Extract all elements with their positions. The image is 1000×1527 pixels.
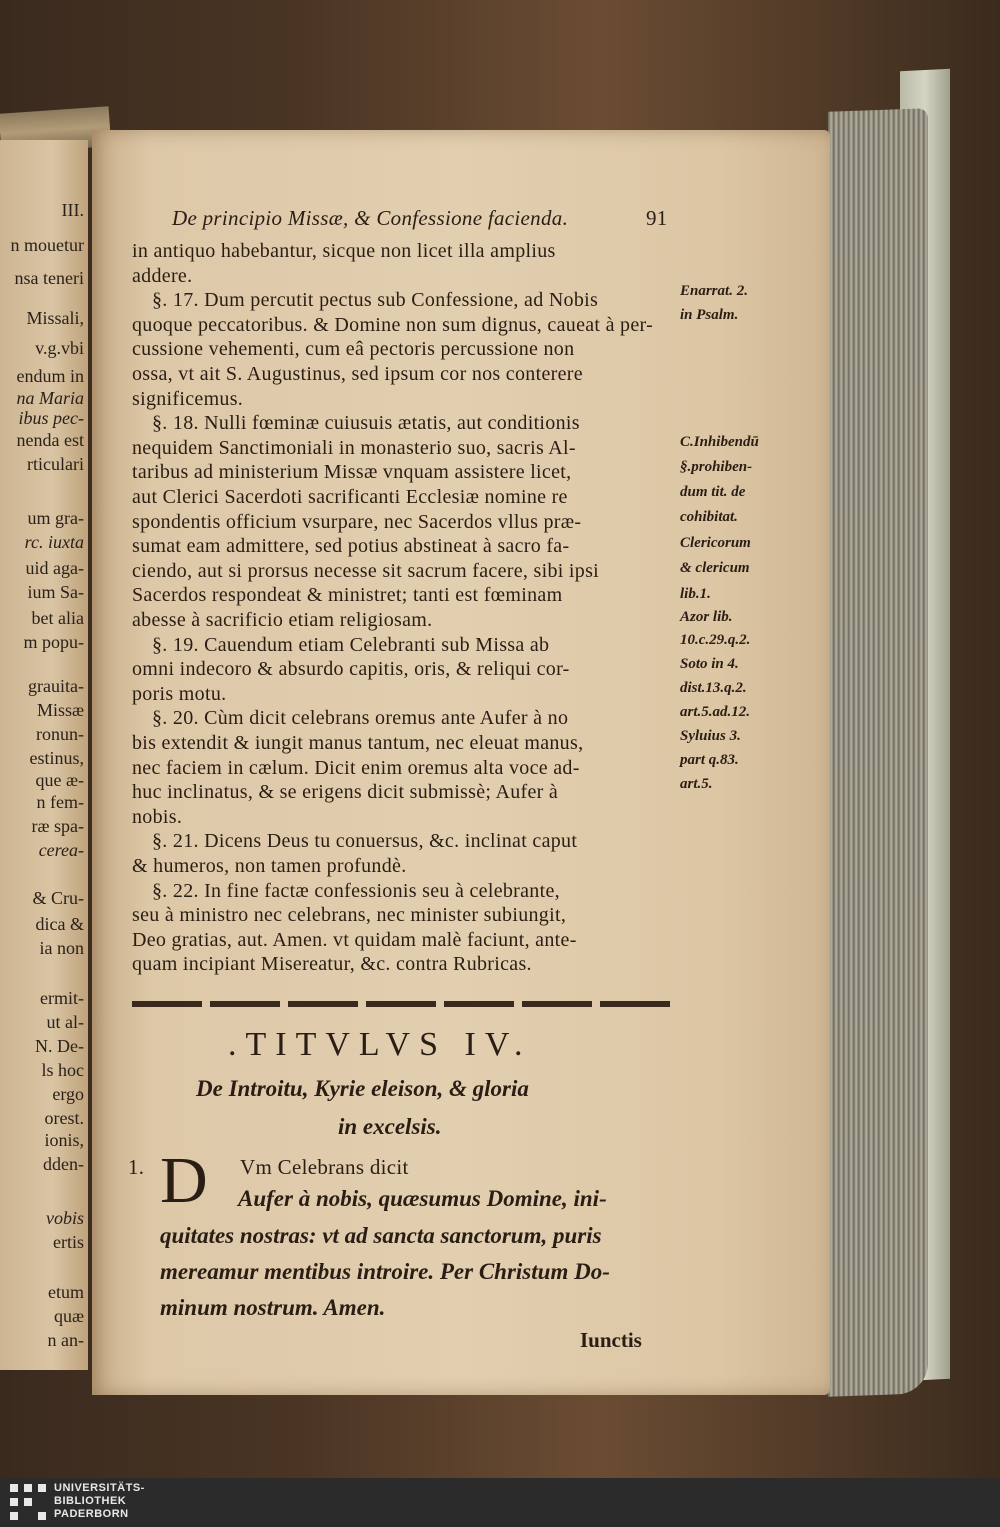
left-page-fragment: Missali, xyxy=(26,308,84,328)
margin-note: dum tit. de xyxy=(680,484,746,500)
left-page-fragment: na Maria xyxy=(16,388,84,408)
left-page-fragment: endum in xyxy=(16,366,84,386)
body-line: poris motu. xyxy=(132,682,227,705)
body-line: §. 22. In fine factæ confessionis seu à celebrante, xyxy=(152,879,560,902)
margin-note: cohibitat. xyxy=(680,509,738,525)
body-line: abesse à sacrificio etiam religiosam. xyxy=(132,609,433,631)
prayer-line: quitates nostras: vt ad sancta sanctorum, puris xyxy=(160,1223,602,1248)
margin-note: art.5.ad.12. xyxy=(680,704,751,720)
body-line: §. 19. Cauendum etiam Celebranti sub Missa ab xyxy=(152,633,550,656)
body-line: quam incipiant Misereatur, &c. contra Rubricas. xyxy=(132,953,532,976)
left-page-fragment: ergo xyxy=(52,1084,84,1104)
body-line: seu à ministro nec celebrans, nec minister subiungit, xyxy=(132,904,567,927)
library-name-line2: BIBLIOTHEK xyxy=(54,1495,127,1507)
paragraph-number: 1. xyxy=(128,1155,145,1179)
body-line: sumat eam admittere, sed potius abstineat à sacro fa- xyxy=(132,535,570,558)
body-line: nec faciem in cælum. Dicit enim oremus alta voce ad- xyxy=(132,756,580,779)
body-line: addere. xyxy=(132,264,193,287)
margin-note: in Psalm. xyxy=(680,307,739,323)
left-page-fragment: ionis, xyxy=(44,1130,84,1150)
section-subtitle-line2: in excelsis. xyxy=(338,1114,442,1139)
paragraph-first-line: Vm Celebrans dicit xyxy=(240,1155,409,1179)
margin-note: & clericum xyxy=(680,560,750,576)
left-page-fragment: n mouetur xyxy=(10,235,84,255)
margin-note: Syluius 3. xyxy=(680,728,741,744)
left-page-fragment: uid aga- xyxy=(25,558,84,578)
body-line: spondentis officium vsurpare, nec Sacerdos vllus præ- xyxy=(132,510,582,533)
body-line: in antiquo habebantur, sicque non licet illa amplius xyxy=(132,240,556,262)
left-page-fragment: ium Sa- xyxy=(27,582,84,602)
left-page-fragment: rc. iuxta xyxy=(24,532,84,552)
left-page-fragment: orest. xyxy=(44,1108,84,1128)
body-line: significemus. xyxy=(132,387,244,410)
prayer-line: mereamur mentibus introire. Per Christum Do- xyxy=(160,1259,610,1284)
left-page-fragment: grauita- xyxy=(28,676,84,696)
body-line: taribus ad ministerium Missæ vnquam assistere licet, xyxy=(132,461,572,484)
margin-note: art.5. xyxy=(680,776,713,792)
body-line: ciendo, aut si prorsus necesse sit sacrum facere, sibi ipsi xyxy=(132,559,600,582)
library-name xyxy=(54,1482,145,1521)
margin-note: dist.13.q.2. xyxy=(680,680,747,696)
body-line: §. 18. Nulli fœminæ cuiusuis ætatis, aut conditionis xyxy=(152,412,580,435)
left-page-fragment: n an- xyxy=(47,1330,84,1350)
left-page-fragment: ut al- xyxy=(46,1012,84,1032)
left-page-fragment: dden- xyxy=(43,1154,84,1174)
library-logo-icon xyxy=(10,1484,46,1520)
left-page-fragment: ls hoc xyxy=(41,1060,84,1080)
prayer-line: Aufer à nobis, quæsumus Domine, ini- xyxy=(238,1186,607,1211)
body-line: §. 20. Cùm dicit celebrans oremus ante Aufer à no xyxy=(152,707,569,730)
left-page-fragment: um gra- xyxy=(27,508,84,528)
body-line: quoque peccatoribus. & Domine non sum dignus, caueat à per- xyxy=(132,313,654,336)
left-page-fragment: ermit- xyxy=(40,988,84,1008)
body-line: omni indecoro & absurdo capitis, oris, & reliqui cor- xyxy=(132,658,570,681)
left-page-fragment: m popu- xyxy=(23,632,84,652)
body-line: bis extendit & iungit manus tantum, nec eleuat manus, xyxy=(132,732,584,754)
left-page-fragment: que æ- xyxy=(35,770,84,790)
body-line: cussione vehementi, cum eâ pectoris percussione non xyxy=(132,338,575,361)
margin-note: Azor lib. xyxy=(680,609,733,625)
library-name-line3: PADERBORN xyxy=(54,1508,129,1520)
margin-note: Clericorum xyxy=(680,535,751,551)
left-page-fragment: vobis xyxy=(46,1208,84,1228)
footer-bar xyxy=(0,1478,1000,1527)
left-page-fragment: bet alia xyxy=(31,608,84,628)
left-page-fragment: ibus pec- xyxy=(18,408,84,428)
body-line: Sacerdos respondeat & ministret; tanti est fœminam xyxy=(132,584,563,607)
left-page-fragment: quæ xyxy=(53,1306,84,1326)
margin-note: Enarrat. 2. xyxy=(680,283,748,299)
section-title: .TITVLVS IV. xyxy=(228,1026,532,1063)
body-line: & humeros, non tamen profundè. xyxy=(132,855,407,877)
margin-note: 10.c.29.q.2. xyxy=(680,632,751,648)
left-page-fragment: cerea- xyxy=(38,840,84,860)
left-page-fragment: dica & xyxy=(35,914,84,934)
body-line: huc inclinatus, & se erigens dicit submissè; Aufer à xyxy=(132,781,559,804)
section-subtitle-line1: De Introitu, Kyrie eleison, & gloria xyxy=(196,1076,529,1101)
left-page-fragment: estinus, xyxy=(29,748,84,768)
left-page-fragment: ertis xyxy=(53,1232,84,1252)
margin-note: part q.83. xyxy=(680,752,739,768)
left-page-fragment: Missæ xyxy=(36,700,84,720)
margin-note: §.prohiben- xyxy=(680,459,753,475)
drop-capital: D xyxy=(160,1144,208,1217)
catchword: Iunctis xyxy=(580,1328,642,1352)
left-page-fragment: etum xyxy=(48,1282,84,1302)
left-page-fragment: ia non xyxy=(39,938,84,958)
body-line: ossa, vt ait S. Augustinus, sed ipsum cor nos conterere xyxy=(132,363,583,385)
body-line: nobis. xyxy=(132,805,183,828)
page-number: 91 xyxy=(646,206,668,230)
left-page-fragment: ræ spa- xyxy=(31,816,84,836)
left-page-fragment: n fem- xyxy=(36,792,84,812)
left-page xyxy=(0,140,88,1370)
page-fore-edges xyxy=(828,108,928,1396)
left-page-fragment: nsa teneri xyxy=(14,268,84,288)
section-divider-rule xyxy=(132,1001,670,1007)
left-page-fragment: N. De- xyxy=(35,1036,84,1056)
margin-note: C.Inhibendū xyxy=(680,434,759,450)
body-line: §. 21. Dicens Deus tu conuersus, &c. inclinat caput xyxy=(152,830,578,853)
left-page-fragment: III. xyxy=(61,200,84,220)
body-line: §. 17. Dum percutit pectus sub Confessione, ad Nobis xyxy=(152,289,599,312)
left-page-fragment: & Cru- xyxy=(32,888,84,908)
left-page-fragment: ronun- xyxy=(36,724,84,744)
left-page-fragment: v.g.vbi xyxy=(35,338,84,358)
running-head-title: De principio Missæ, & Confessione facienda. xyxy=(172,206,569,230)
prayer-line: minum nostrum. Amen. xyxy=(160,1295,386,1320)
left-page-fragment: nenda est xyxy=(16,430,84,450)
margin-note: Soto in 4. xyxy=(680,656,739,672)
body-line: aut Clerici Sacerdoti sacrificanti Ecclesiæ nomine re xyxy=(132,486,568,508)
margin-note: lib.1. xyxy=(680,586,711,602)
body-line: Deo gratias, aut. Amen. vt quidam malè faciunt, ante- xyxy=(132,928,577,951)
body-line: nequidem Sanctimoniali in monasterio suo, sacris Al- xyxy=(132,436,576,459)
library-name-line1: UNIVERSITÄTS- xyxy=(54,1482,145,1494)
left-page-fragment: rticulari xyxy=(27,454,84,474)
